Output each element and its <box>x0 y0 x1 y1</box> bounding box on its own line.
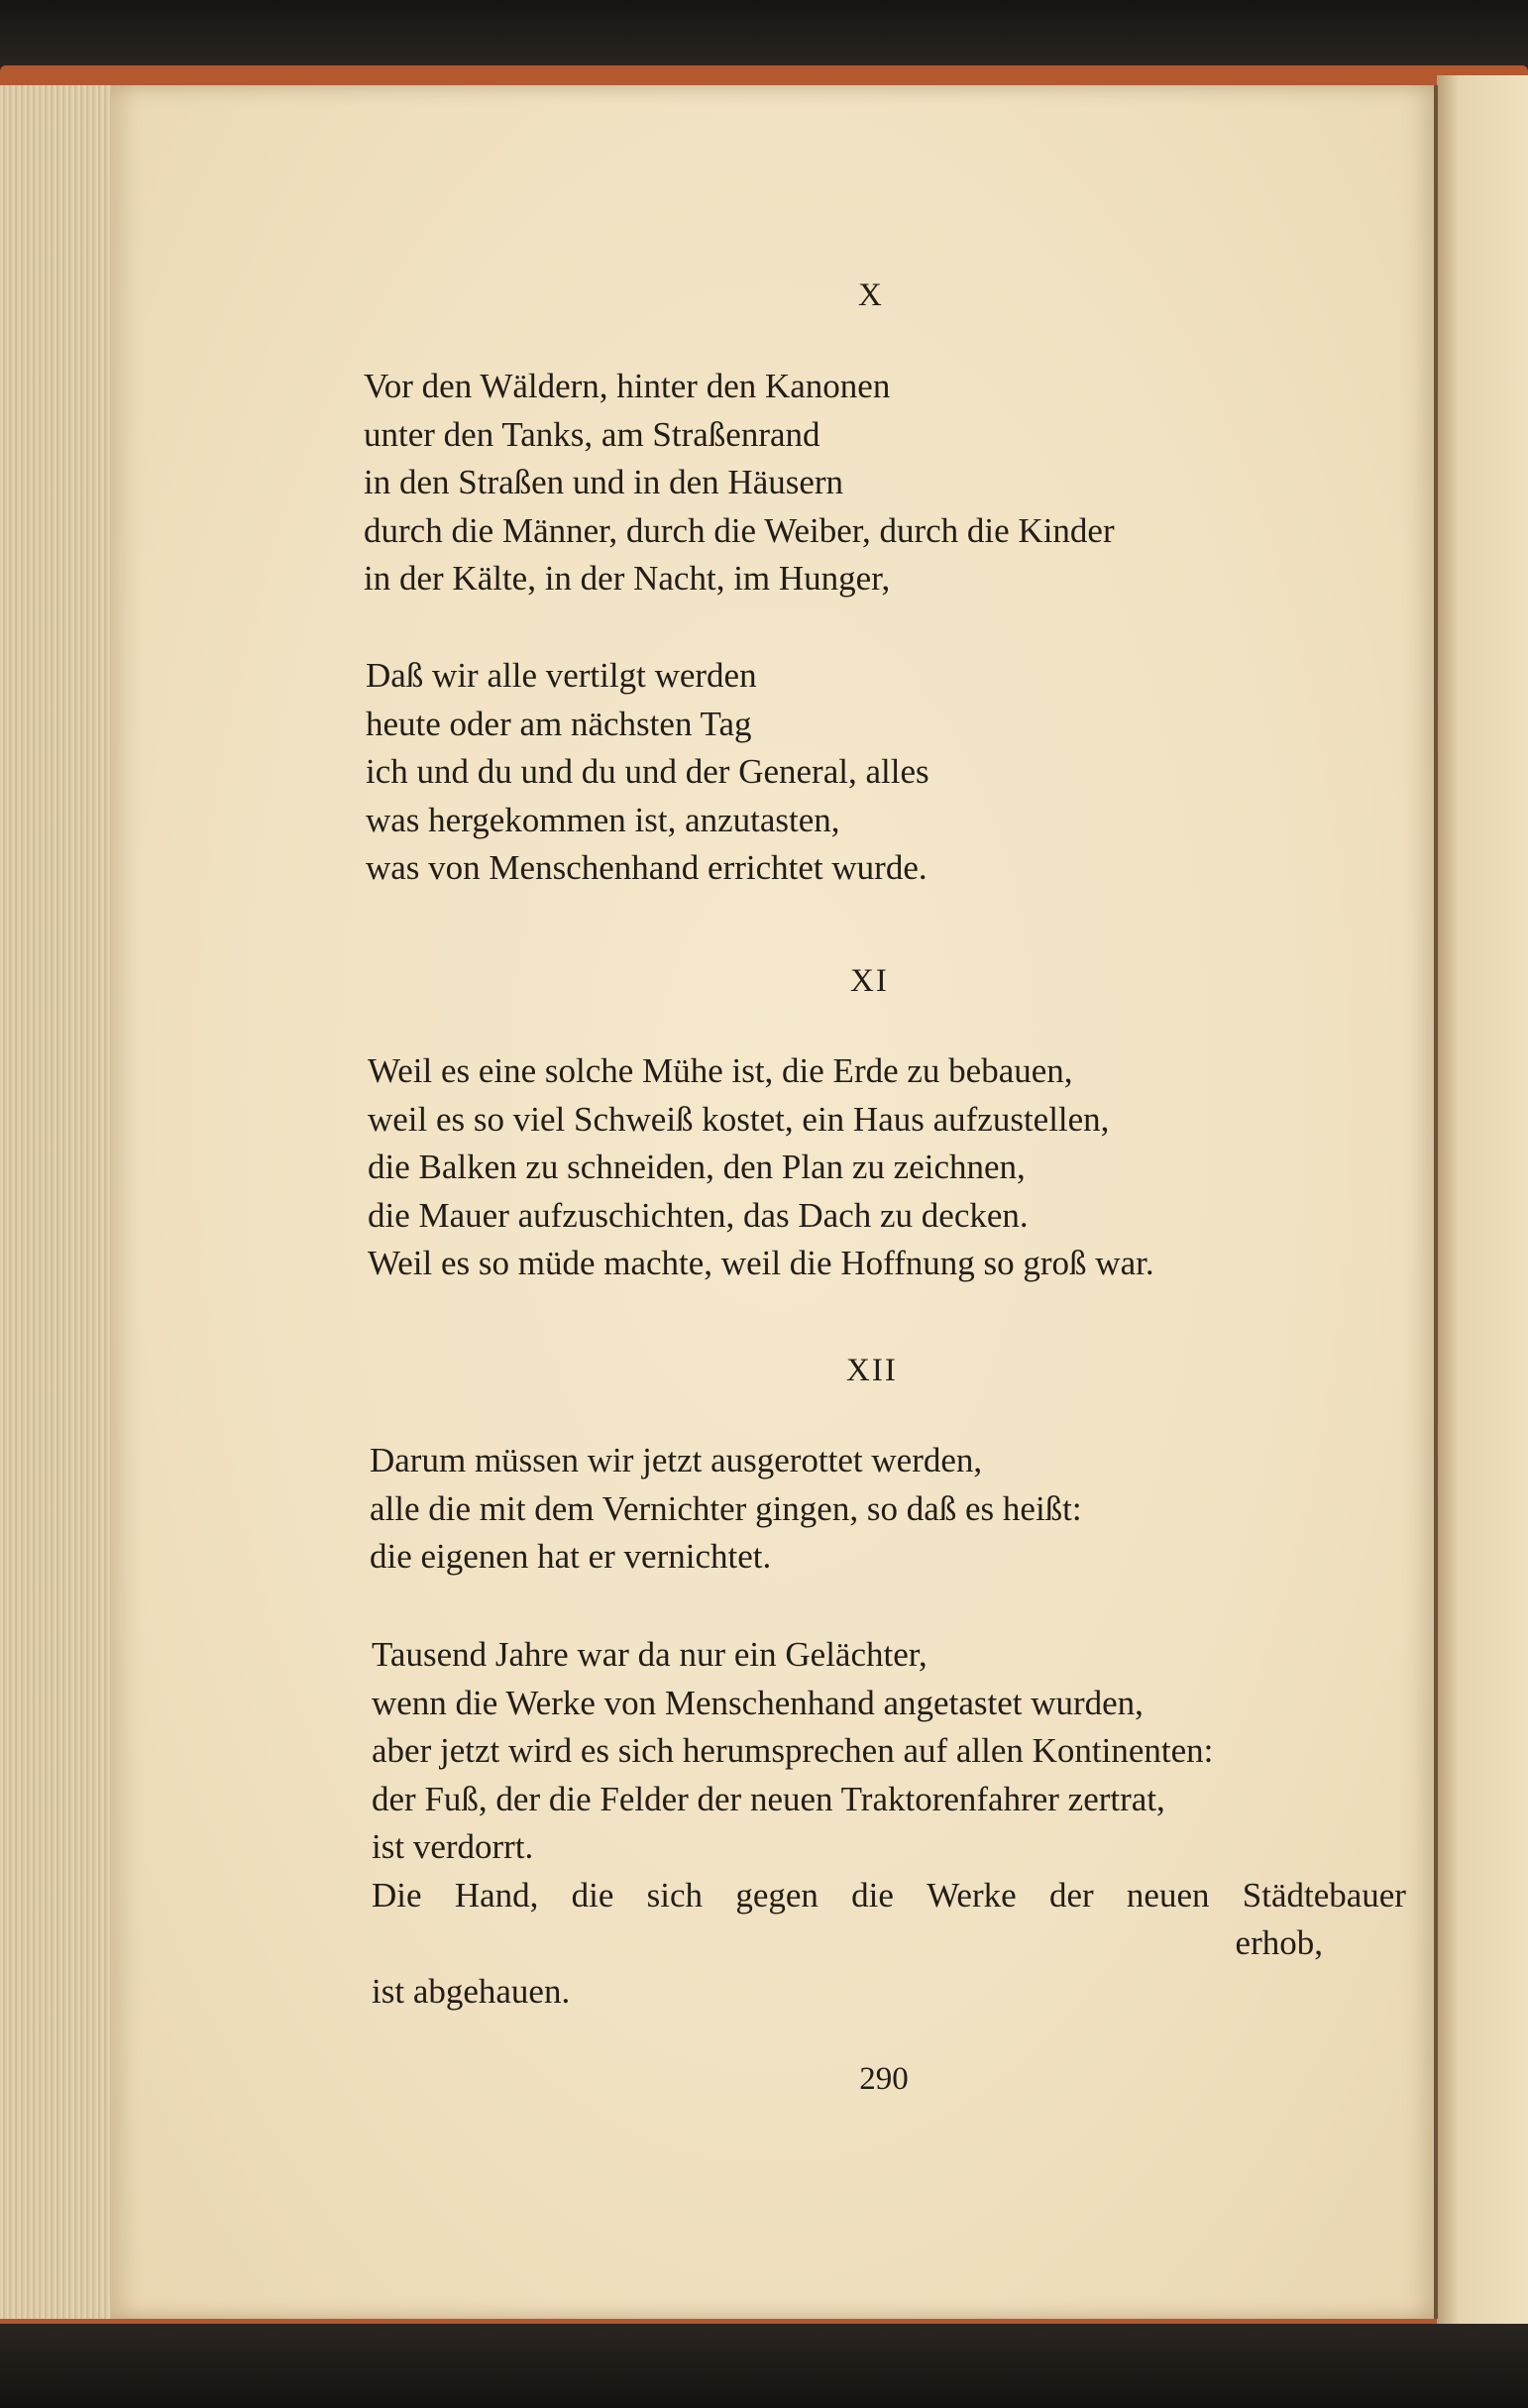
poem-line-continuation: erhob, <box>1235 1923 1323 1962</box>
poem-line: in der Kälte, in der Nacht, im Hunger, <box>364 559 891 598</box>
poem-line: die Mauer aufzuschichten, das Dach zu decken. <box>368 1195 1029 1235</box>
scan-background-bottom <box>0 2324 1528 2408</box>
poem-line: Darum müssen wir jetzt ausgerottet werden, <box>370 1441 983 1479</box>
poem-line: Weil es eine solche Mühe ist, die Erde zu bebauen, <box>368 1051 1073 1090</box>
poem-line: Weil es so müde machte, weil die Hoffnung so groß war. <box>368 1244 1154 1282</box>
poem-line: heute oder am nächsten Tag <box>366 704 752 743</box>
word: Werke <box>927 1875 1017 1915</box>
poem-line: durch die Männer, durch die Weiber, durch die Kinder <box>364 510 1115 550</box>
poem-line: was von Menschenhand errichtet wurde. <box>366 848 928 887</box>
section-heading-xi: XI <box>850 963 889 999</box>
poem-line: Vor den Wäldern, hinter den Kanonen <box>364 367 891 405</box>
facing-page <box>1437 75 1528 2325</box>
poem-line: weil es so viel Schweiß kostet, ein Haus aufzustellen, <box>368 1099 1110 1139</box>
poem-line: die Balken zu schneiden, den Plan zu zeichnen, <box>368 1148 1026 1186</box>
poem-line: die eigenen hat er vernichtet. <box>370 1537 772 1576</box>
poem-line: der Fuß, der die Felder der neuen Traktorenfahrer zertrat, <box>372 1779 1165 1818</box>
poem-line: alle die mit dem Vernichter gingen, so daß es heißt: <box>370 1488 1082 1528</box>
word: die <box>571 1875 614 1915</box>
poem-line: ist verdorrt. <box>372 1827 534 1866</box>
poem-line: ist abgehauen. <box>372 1971 571 2011</box>
poem-line: Daß wir alle vertilgt werden <box>366 656 757 695</box>
word: gegen <box>735 1875 819 1915</box>
word: sich <box>646 1875 704 1915</box>
poem-line-justified <box>372 1872 1406 1920</box>
word: neuen <box>1126 1875 1210 1915</box>
poem-line: ich und du und du und der General, alles <box>366 752 929 791</box>
stanza-xii-2 <box>372 1631 1406 2016</box>
scan-background-top <box>0 0 1528 69</box>
poem-line: Tausend Jahre war da nur ein Gelächter, <box>372 1635 928 1674</box>
page-edges-stack <box>0 85 113 2319</box>
poem-line: aber jetzt wird es sich herumsprechen auf allen Kontinenten: <box>372 1731 1214 1770</box>
poem-line: wenn die Werke von Menschenhand angetastet wurden, <box>372 1683 1144 1722</box>
section-heading-x: X <box>858 277 884 313</box>
stanza-x-2 <box>366 652 929 893</box>
word: Die <box>372 1875 422 1915</box>
poem-line: unter den Tanks, am Straßenrand <box>364 414 820 454</box>
word: Hand, <box>454 1875 539 1915</box>
word: Städtebauer <box>1242 1875 1406 1915</box>
section-heading-xii: XII <box>846 1353 898 1388</box>
word: die <box>851 1875 894 1915</box>
poem-line: was hergekommen ist, anzutasten, <box>366 800 840 839</box>
page-number: 290 <box>859 2061 909 2097</box>
page-gutter <box>1434 85 1438 2319</box>
poem-line: in den Straßen und in den Häusern <box>364 463 844 501</box>
stanza-xi-1 <box>368 1047 1154 1288</box>
word: der <box>1048 1875 1094 1915</box>
stanza-xii-1 <box>370 1437 1082 1582</box>
stanza-x-1 <box>364 363 1115 603</box>
